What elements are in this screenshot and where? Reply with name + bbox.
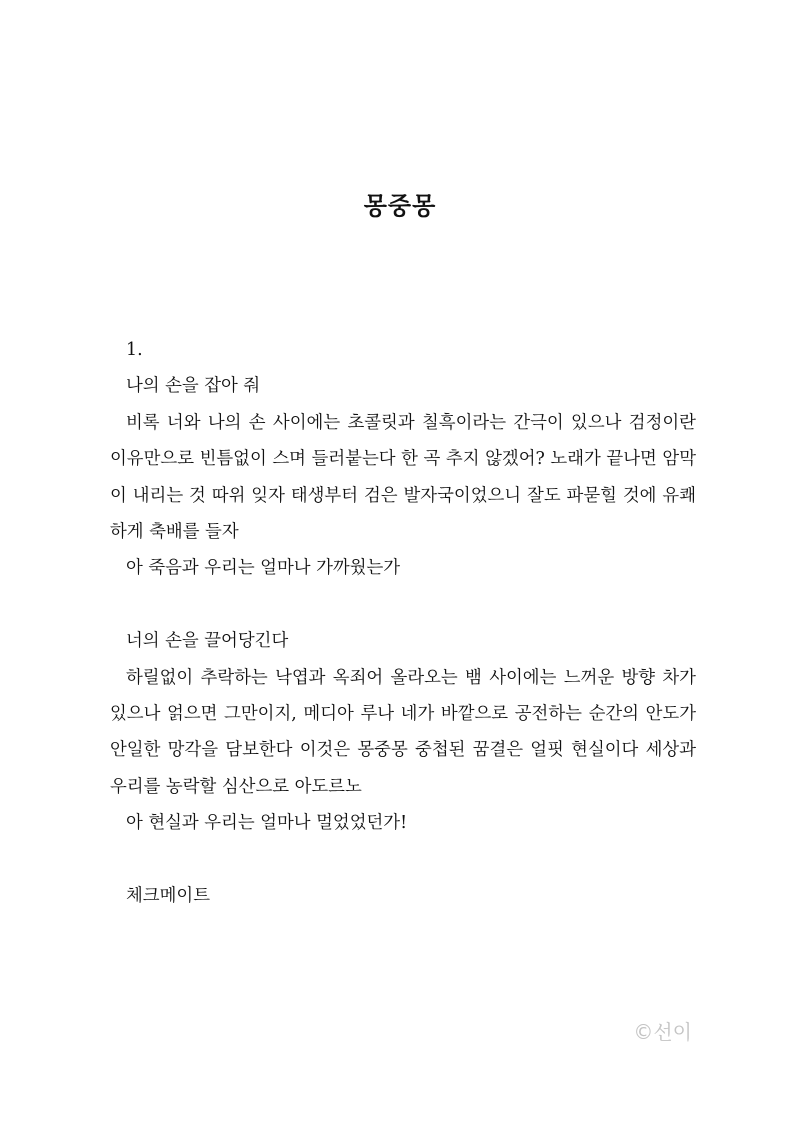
document-title: 몽중몽 (363, 191, 437, 220)
stanza1-first-line: 나의 손을 잡아 줘 (126, 376, 261, 397)
ending-line: 체크메이트 (126, 886, 210, 907)
stanza-break (110, 842, 696, 878)
section-number: 1. (126, 340, 143, 360)
copyright-mark: ©선이 (633, 1020, 692, 1044)
poem-body (110, 332, 696, 914)
stanza2-closing-line: 아 현실과 우리는 얼마나 멀었었던가! (126, 813, 408, 834)
stanza-break (110, 587, 696, 623)
stanza1-paragraph: 비록 너와 나의 손 사이에는 초콜릿과 칠흑이라는 간극이 있으나 검정이란 이유만으로 빈틈없이 스며 들러붙는다 한 곡 추지 않겠어? 노래가 끝나면 암막이 내리는 것 따위 잊자 태생부터 검은 발자국이었으니 잘도 파묻힐 것에 유쾌하게 축배를 들자 (110, 412, 696, 543)
stanza2-first-line: 너의 손을 끌어당긴다 (126, 631, 289, 652)
stanza2-paragraph: 하릴없이 추락하는 낙엽과 옥죄어 올라오는 뱀 사이에는 느꺼운 방향 차가 있으나 얽으면 그만이지, 메디아 루나 네가 바깥으로 공전하는 순간의 안도가 안일한 망각을 담보한다 이것은 몽중몽 중첩된 꿈결은 얼핏 현실이다 세상과 우리를 농락할 심산으로 아도르노 (110, 667, 696, 797)
stanza1-closing-line: 아 죽음과 우리는 얼마나 가까웠는가 (126, 558, 401, 579)
